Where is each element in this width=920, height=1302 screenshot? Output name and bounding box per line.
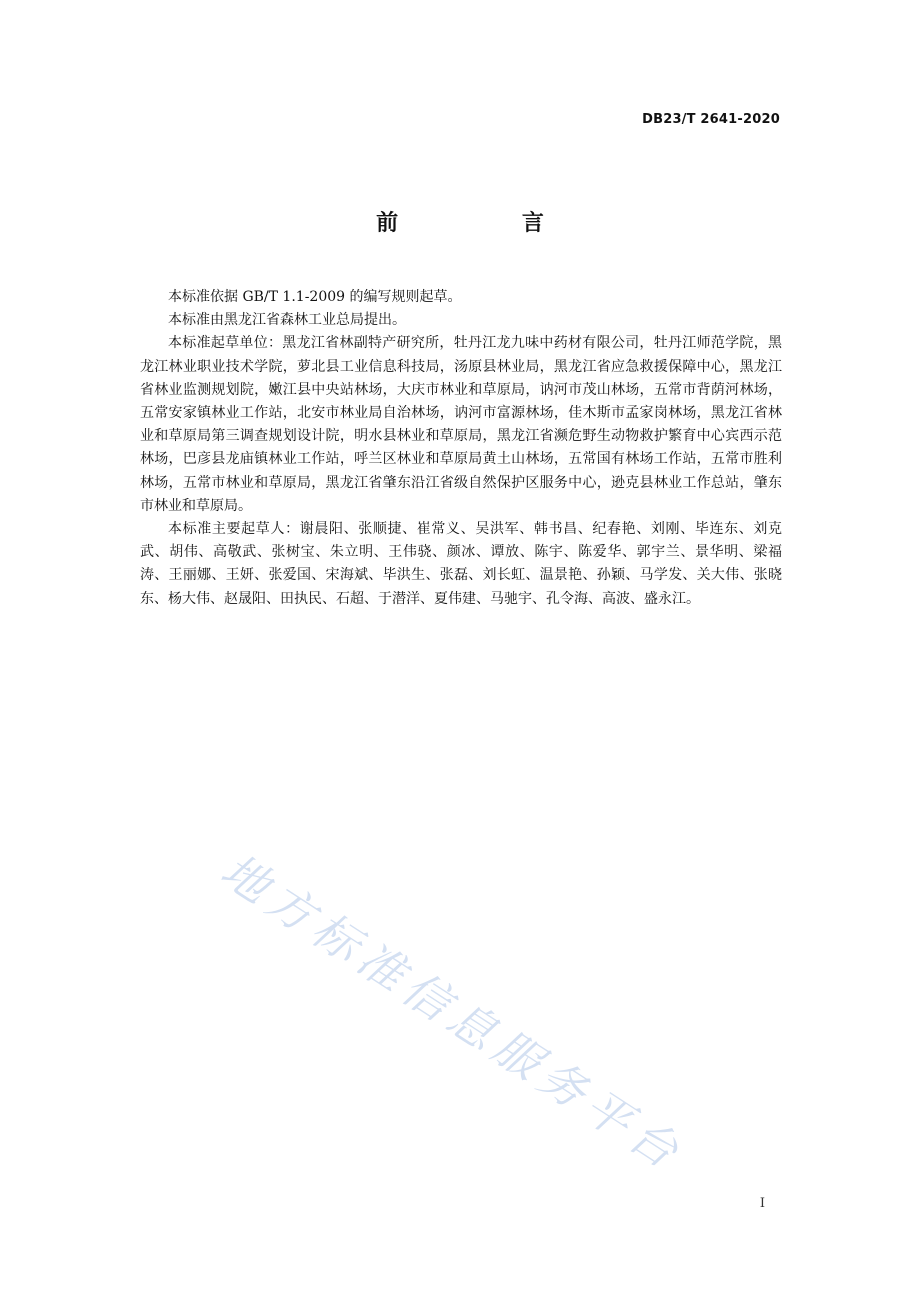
standard-code: DB23/T 2641-2020 (642, 112, 780, 127)
foreword-title: 前 言 (376, 211, 602, 236)
paragraph-drafting-units: 本标准起草单位：黑龙江省林副特产研究所，牡丹江龙九味中药材有限公司，牡丹江师范学院，黑龙江林业职业技术学院，萝北县工业信息科技局，汤原县林业局，黑龙江省应急救援保障中心，黑龙江省林业监测规划院，嫩江县中央站林场，大庆市林业和草原局，讷河市茂山林场，五常市背荫河林场，五常安家镇林业工作站，北安市林业局自治林场，讷河市富源林场，佳木斯市孟家岗林场，黑龙江省林业和草原局第三调查规划设计院，明水县林业和草原局，黑龙江省濒危野生动物救护繁育中心宾西示范林场，巴彦县龙庙镇林业工作站，呼兰区林业和草原局黄土山林场，五常国有林场工作站，五常市胜利林场，五常市林业和草原局，黑龙江省肇东沿江省级自然保护区服务中心，逊克县林业工作总站，肇东市林业和草原局。 (140, 335, 782, 514)
foreword-body (140, 286, 782, 611)
paragraph-drafters: 本标准主要起草人：谢晨阳、张顺捷、崔常义、吴洪军、韩书昌、纪春艳、刘刚、毕连东、刘克武、胡伟、高敬武、张树宝、朱立明、王伟骁、颜冰、谭放、陈宇、陈爱华、郭宇兰、景华明、梁福涛、王丽娜、王妍、张爱国、宋海斌、毕洪生、张磊、刘长虹、温景艳、孙颖、马学发、关大伟、张晓东、杨大伟、赵晟阳、田执民、石超、于潜洋、夏伟建、马驰宇、孔令海、高波、盛永江。 (140, 521, 782, 607)
paragraph-proposer: 本标准由黑龙江省森林工业总局提出。 (168, 312, 406, 329)
watermark-text: 地方标准信息服务平台 (211, 842, 694, 1183)
page-number: I (759, 1196, 765, 1211)
paragraph-drafting-rules: 本标准依据 GB/T 1.1-2009 的编写规则起草。 (168, 289, 462, 305)
